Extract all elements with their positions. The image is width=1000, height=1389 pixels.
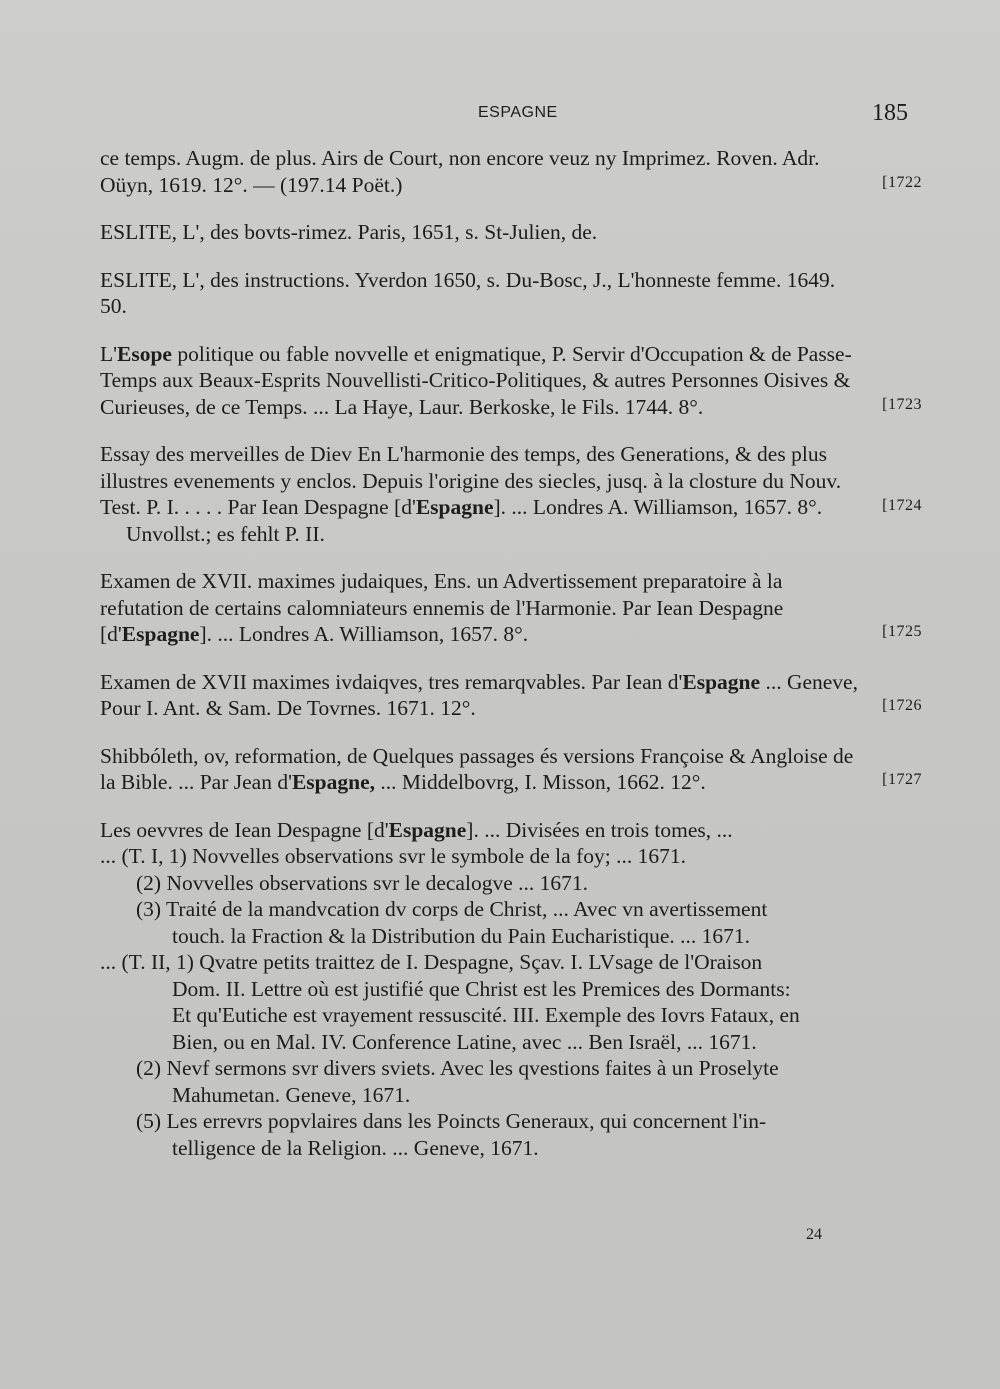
signature-mark: 24 <box>806 1226 822 1243</box>
oeuvres-line: touch. la Fraction & la Distribution du Pain Eucharistique. ... 1671. <box>172 923 751 948</box>
entry-eslite-instructions <box>100 267 926 320</box>
entry-keyword: Espagne, <box>291 770 376 794</box>
oeuvres-line: telligence de la Religion. ... Geneve, 1671. <box>172 1135 539 1160</box>
entry-number: [1725 <box>882 623 922 640</box>
entry-text <box>100 341 926 421</box>
running-head <box>0 100 1000 130</box>
oeuvres-line: (2) Nevf sermons svr divers sviets. Avec les qvestions faites à un Proselyte <box>136 1056 779 1080</box>
oeuvres-line: (2) Novvelles observations svr le decalogve ... 1671. <box>136 870 588 895</box>
entry-keyword: Espagne <box>682 669 761 694</box>
entry-text-before: Examen de XVII maximes ivdaiqves, tres remarqvables. Par Iean d' <box>100 669 683 694</box>
entry-1725 <box>100 568 926 648</box>
entry-text-before: Shibbóleth, ov, reformation, de Quelques passages és versions Françoise & Angloise de la Bible. ... Par Jean d' <box>100 743 854 794</box>
entry-keyword: Espagne <box>415 495 494 519</box>
oeuvres-intro-before: Les oevvres de Iean Despagne [d' <box>100 817 389 842</box>
entry-text-after: ]. ... Londres A. Williamson, 1657. 8°. <box>493 495 823 519</box>
entry-eslite-bovts-rimez <box>100 219 926 246</box>
entry-1727 <box>100 743 926 796</box>
entry-text-after: ... Geneve, Pour I. Ant. & Sam. De Tovrnes. 1671. 12°. <box>100 669 858 720</box>
entry-oeuvres <box>100 817 926 1162</box>
entry-text-after: ... Middelbovrg, I. Misson, 1662. 12°. <box>375 770 706 794</box>
entry-1723 <box>100 341 926 421</box>
bibliography-entries <box>100 145 926 1182</box>
entry-text <box>100 669 926 722</box>
entry-text-after: ]. ... Londres A. Williamson, 1657. 8°. <box>199 622 529 646</box>
entry-text: ESLITE, L', des bovts-rimez. Paris, 1651, s. St-Julien, de. <box>100 220 598 244</box>
page-number: 185 <box>872 100 908 126</box>
entry-text <box>100 568 926 648</box>
oeuvres-line: Dom. II. Lettre où est justifié que Christ est les Premices des Dormants: <box>172 976 791 1001</box>
oeuvres-line: Mahumetan. Geneve, 1671. <box>172 1082 411 1107</box>
oeuvres-line: ... (T. II, 1) Qvatre petits traittez de I. Despagne, Sçav. I. LVsage de l'Oraison <box>100 950 763 974</box>
entry-number: [1726 <box>882 697 922 714</box>
entry-number: [1723 <box>882 395 922 413</box>
oeuvres-line: ... (T. I, 1) Novvelles observations svr le symbole de la foy; ... 1671. <box>100 844 686 868</box>
entry-note: Unvollst.; es fehlt P. II. <box>126 521 325 546</box>
entry-text: ce temps. Augm. de plus. Airs de Court, non encore veuz ny Imprimez. Roven. Adr. Oüyn, 1619. 12°. — (197.14 Poët.) <box>100 146 820 197</box>
entry-keyword: Espagne <box>121 622 200 646</box>
entry-1726 <box>100 669 926 722</box>
running-title: ESPAGNE <box>478 104 558 121</box>
entry-text <box>100 441 926 521</box>
oeuvres-line: Bien, ou en Mal. IV. Conference Latine, avec ... Ben Israël, ... 1671. <box>172 1029 757 1054</box>
entry-text <box>100 743 926 796</box>
entry-text: ESLITE, L', des instructions. Yverdon 1650, s. Du-Bosc, J., L'honneste femme. 1649. 50. <box>100 267 836 318</box>
oeuvres-intro-after: ]. ... Divisées en trois tomes, ... <box>466 817 733 842</box>
entry-number: [1722 <box>882 173 922 191</box>
oeuvres-contents <box>100 843 926 1161</box>
entry-number: [1727 <box>882 771 922 788</box>
oeuvres-intro <box>100 817 926 844</box>
entry-text-after: politique ou fable novvelle et enigmatique, P. Servir d'Occupation & de Passe-Temps aux Beaux-Esprits Nouvellisti-Critico-Politiques, & autres Personnes Oisives & Curieuses, de ce Temps. ... La Haye, Laur. Berkoske, le Fils. 1744. 8°. <box>100 341 852 419</box>
entry-text-before: Essay des merveilles de Diev En L'harmonie des temps, des Generations, & des plus illustres evenements y enclos. Depuis l'origine des siecles, jusq. à la closture du Nouv. Test. P. I. . . . . Par Iean Despagne [d' <box>100 442 842 519</box>
entry-text-before: L' <box>100 341 118 366</box>
entry-text-before: Examen de XVII. maximes judaiques, Ens. un Advertissement preparatoire à la refutation de certains calomniateurs ennemis de l'Harmonie. Par Iean Despagne [d' <box>100 569 784 646</box>
oeuvres-line: (5) Les errevrs popvlaires dans les Poincts Generaux, qui concernent l'in- <box>136 1109 767 1133</box>
entry-number: [1724 <box>882 496 922 514</box>
oeuvres-line: Et qu'Eutiche est vrayement ressuscité. III. Exemple des Iovrs Fataux, en <box>172 1003 800 1027</box>
oeuvres-keyword: Espagne <box>388 817 467 842</box>
entry-keyword: Esope <box>117 341 172 366</box>
entry-1722 <box>100 145 926 198</box>
oeuvres-line: (3) Traité de la mandvcation dv corps de Christ, ... Avec vn avertissement <box>136 897 768 921</box>
entry-1724 <box>100 441 926 547</box>
